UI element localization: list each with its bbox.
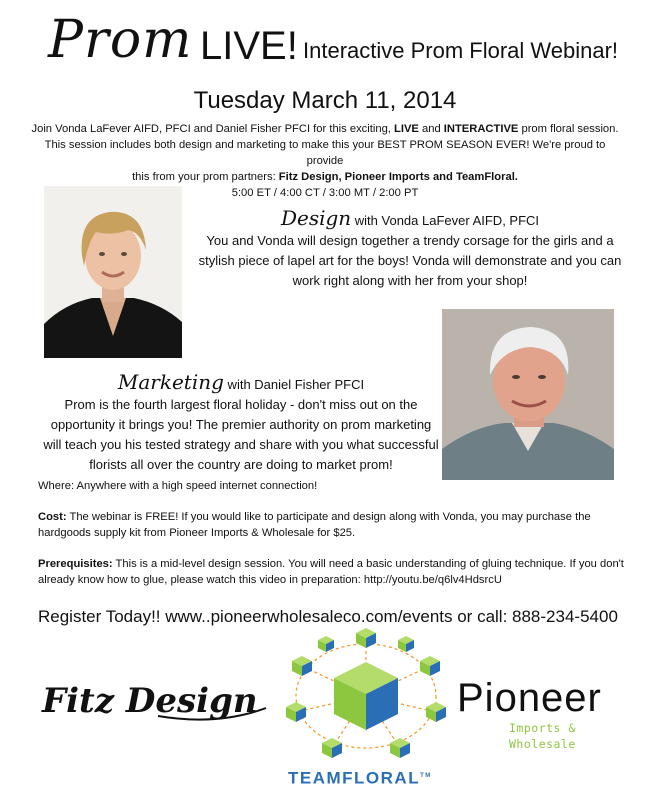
teamfloral-logo <box>288 766 448 789</box>
design-byline: with Vonda LaFever AIFD, PFCI <box>351 213 540 228</box>
intro-text: This session includes both design and marketing to make this your BEST PROM SEASON EVER! We're proud to provide <box>44 139 606 167</box>
design-section <box>190 208 630 291</box>
vonda-portrait-illustration <box>44 186 182 358</box>
pioneer-logo <box>457 676 617 751</box>
details-section <box>38 478 628 603</box>
event-date: Tuesday March 11, 2014 <box>193 87 457 114</box>
cube-network-logo <box>276 620 456 770</box>
intro-partners: Fitz Design, Pioneer Imports and TeamFloral. <box>278 171 518 183</box>
prereq-text: This is a mid-level design session. You will need a basic understanding of gluing technique. If you don't already know how to glue, please watch this video in preparation: http://youtu.be/q6lv4HdsrcU <box>38 558 624 586</box>
intro-text: prom floral session. <box>518 123 619 135</box>
where-line <box>38 478 628 494</box>
cube-network-icon <box>276 620 456 770</box>
design-body: You and Vonda will design together a trendy corsage for the girls and a stylish piece of lapel art for the boys! Vonda will demonstrate and you can work right along with her from your shop! <box>198 233 622 288</box>
title-row <box>0 0 650 84</box>
where-text: Where: Anywhere with a high speed internet connection! <box>38 480 318 492</box>
prereq-line <box>38 556 628 588</box>
design-heading: Design <box>280 206 352 230</box>
title-live: LIVE! <box>200 24 298 68</box>
daniel-photo <box>442 309 614 480</box>
fitz-logo-text: Fitz Design <box>42 681 258 721</box>
intro-live: LIVE <box>394 123 419 135</box>
intro-text: this from your prom partners: <box>132 171 279 183</box>
cost-text: The webinar is FREE! If you would like to participate and design along with Vonda, you may purchase the hardgoods supply kit from Pioneer Imports & Wholesale for $25. <box>38 511 591 539</box>
marketing-heading: Marketing <box>117 370 224 394</box>
cost-label: Cost: <box>38 511 67 523</box>
teamfloral-wordmark: TEAMFLORAL <box>288 768 421 788</box>
intro-interactive: INTERACTIVE <box>443 123 519 135</box>
title-prom: Prom <box>48 10 193 70</box>
intro-text: and <box>418 123 444 135</box>
register-line: Register Today!! www..pioneerwholesaleco.com/events or call: 888-234-5400 <box>38 607 618 626</box>
intro-times: 5:00 ET / 4:00 CT / 3:00 MT / 2:00 PT <box>231 187 419 199</box>
marketing-body: Prom is the fourth largest floral holiday - don't miss out on the opportunity it brings you! The premier authority on prom marketing will teach you his tested strategy and share with you what successful florists all over the country are doing to market prom! <box>43 397 439 472</box>
cost-line <box>38 509 628 541</box>
vonda-photo <box>44 186 182 358</box>
fitz-design-logo <box>38 672 270 730</box>
pioneer-subtitle: Imports & Wholesale <box>509 721 576 751</box>
title-subtitle: Interactive Prom Floral Webinar! <box>303 38 619 63</box>
pioneer-wordmark: Pioneer <box>457 676 602 720</box>
marketing-byline: with Daniel Fisher PFCI <box>223 377 365 392</box>
fitz-logo-graphic <box>38 672 270 730</box>
marketing-section <box>40 372 442 475</box>
prereq-label: Prerequisites: <box>38 558 113 570</box>
daniel-portrait-illustration <box>442 309 614 480</box>
teamfloral-tm: TM <box>420 773 432 779</box>
intro-text: Join Vonda LaFever AIFD, PFCI and Daniel Fisher PFCI for this exciting, <box>31 123 395 135</box>
